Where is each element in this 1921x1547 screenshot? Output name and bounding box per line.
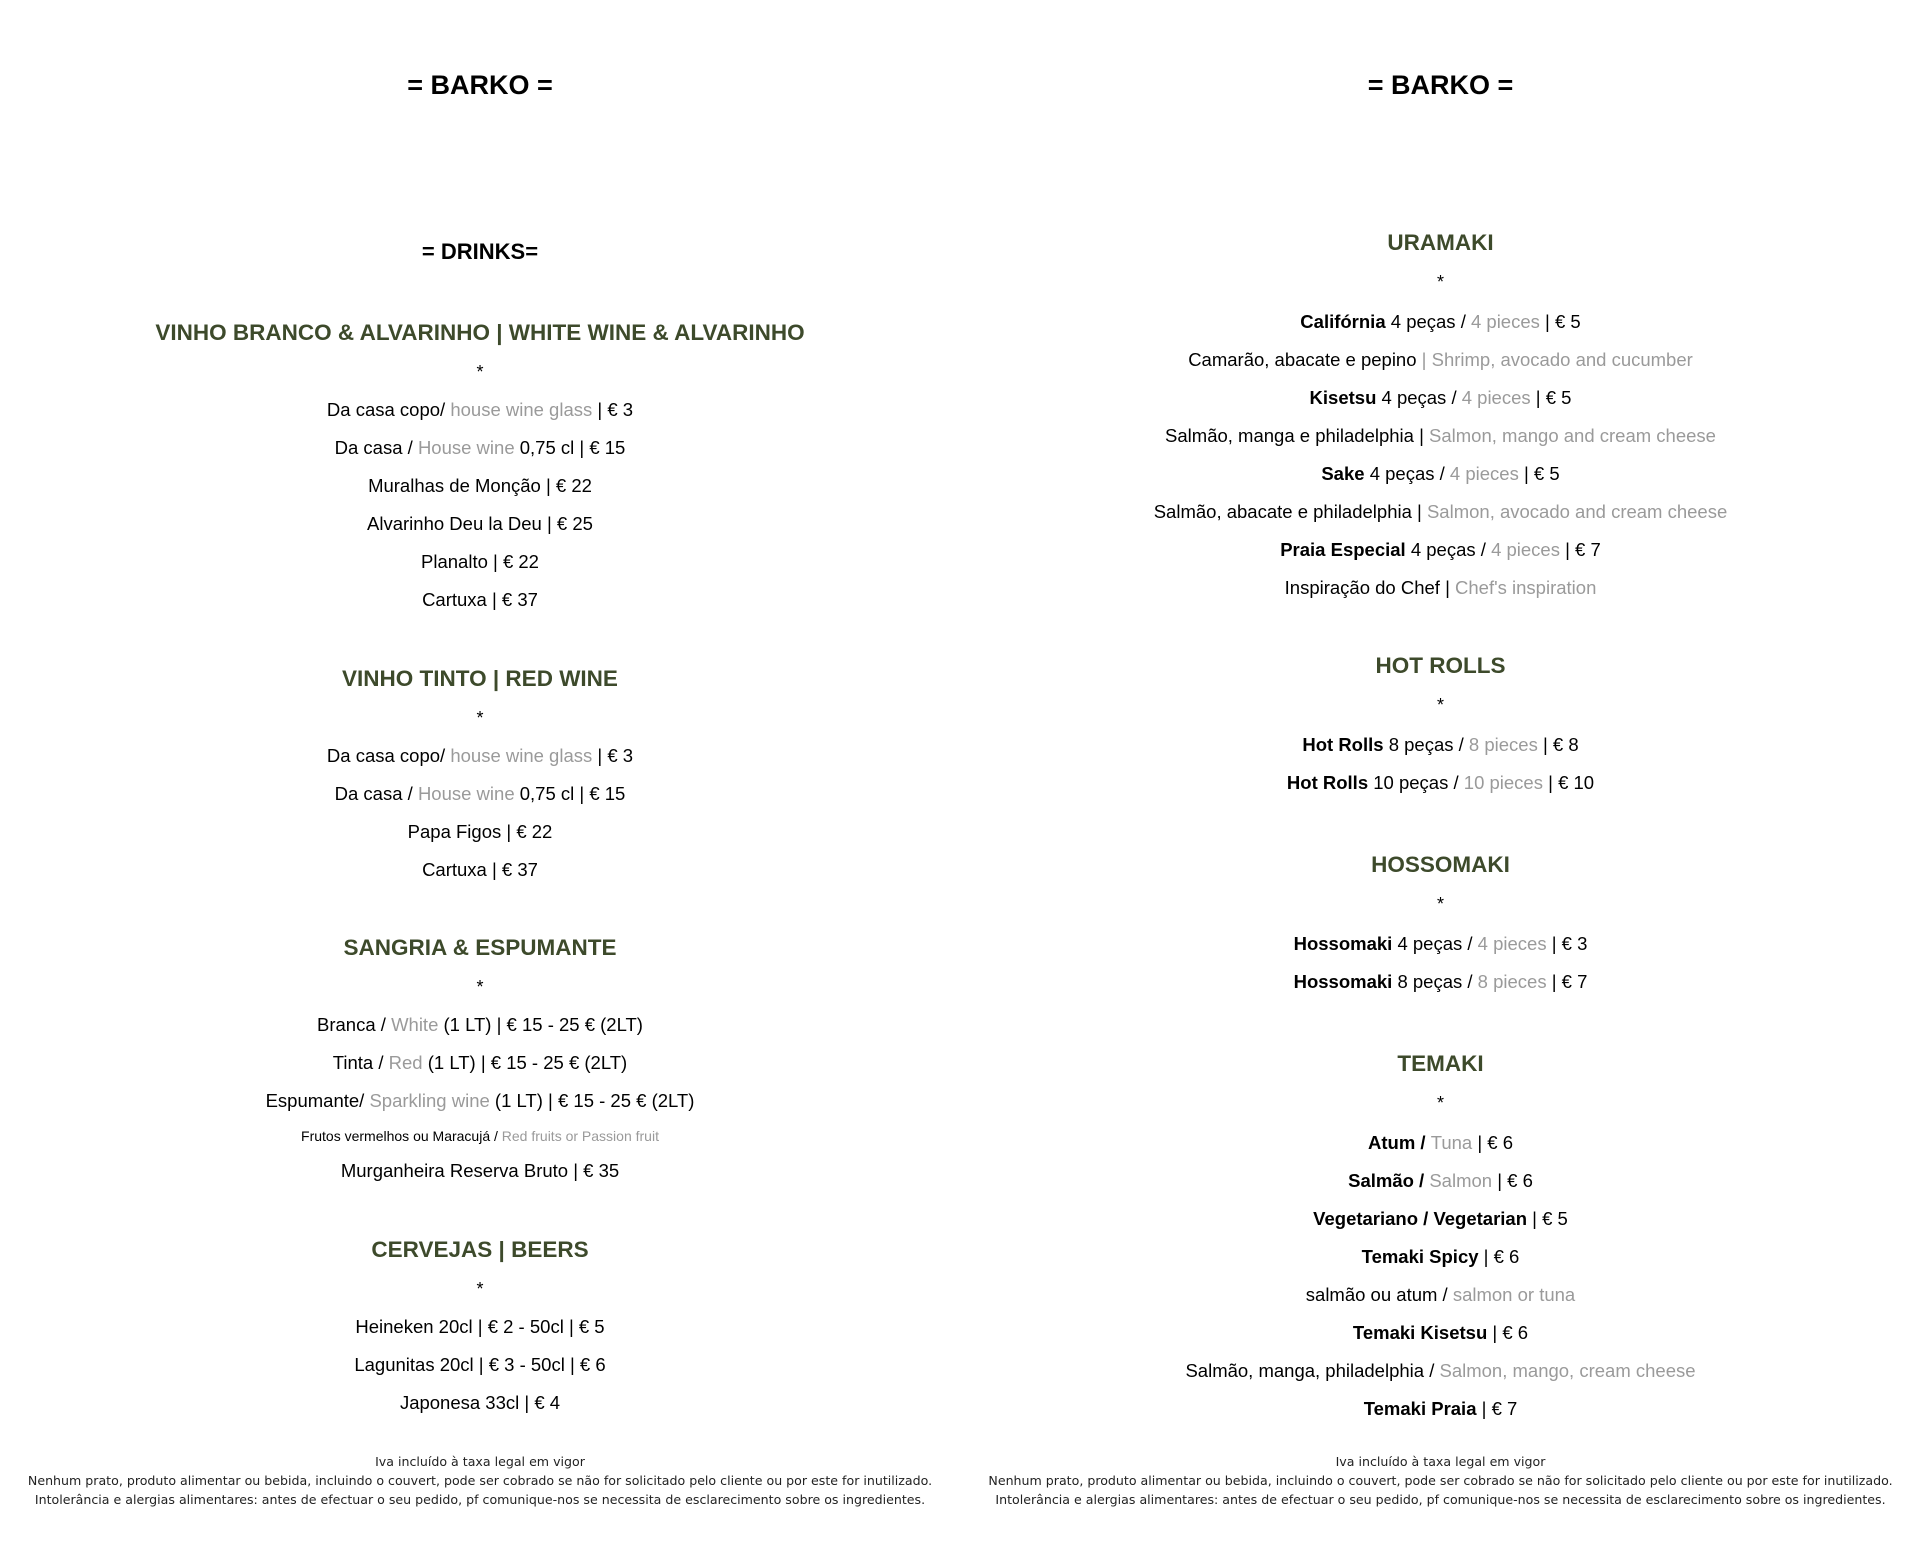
menu-item-description: salmão ou atum / salmon or tuna bbox=[1305, 1284, 1576, 1305]
menu-item: Alvarinho Deu la Deu | € 25 bbox=[367, 513, 593, 534]
menu-item: Da casa copo/ house wine glass | € 3 bbox=[326, 399, 634, 420]
footer-line: Iva incluído à taxa legal em vigor bbox=[375, 1454, 585, 1469]
menu-item: Kisetsu 4 peças / 4 pieces | € 5 bbox=[1309, 387, 1572, 408]
section-title-red-wine: VINHO TINTO | RED WINE bbox=[342, 666, 618, 691]
menu-item: Muralhas de Monção | € 22 bbox=[368, 475, 592, 496]
menu-item: Heineken 20cl | € 2 - 50cl | € 5 bbox=[355, 1316, 605, 1337]
menu-item: Atum / Tuna | € 6 bbox=[1368, 1132, 1513, 1153]
menu-item-description: Inspiração do Chef | Chef's inspiration bbox=[1284, 577, 1597, 598]
section-divider-star: * bbox=[1436, 894, 1444, 914]
menu-item: Lagunitas 20cl | € 3 - 50cl | € 6 bbox=[354, 1354, 606, 1375]
menu-item: Papa Figos | € 22 bbox=[407, 821, 553, 842]
brand-title: = BARKO = bbox=[1367, 70, 1514, 100]
menu-item-description: Salmão, manga e philadelphia | Salmon, mango and cream cheese bbox=[1165, 425, 1716, 446]
section-divider-star: * bbox=[476, 977, 484, 997]
menu-item: Planalto | € 22 bbox=[421, 551, 539, 572]
menu-item-description: Camarão, abacate e pepino | Shrimp, avocado and cucumber bbox=[1188, 349, 1693, 370]
menu-item: Temaki Spicy | € 6 bbox=[1361, 1246, 1520, 1267]
section-title-hossomaki: HOSSOMAKI bbox=[1371, 852, 1510, 877]
menu-item-note: Frutos vermelhos ou Maracujá / Red fruits or Passion fruit bbox=[301, 1128, 659, 1144]
menu-item: Vegetariano / Vegetarian | € 5 bbox=[1313, 1208, 1568, 1229]
section-title-sangria: SANGRIA & ESPUMANTE bbox=[343, 935, 617, 960]
menu-item-description: Salmão, abacate e philadelphia | Salmon, avocado and cream cheese bbox=[1153, 501, 1728, 522]
section-divider-star: * bbox=[1436, 272, 1444, 292]
menu-item: Hot Rolls 8 peças / 8 pieces | € 8 bbox=[1302, 734, 1579, 755]
right-menu-page bbox=[960, 0, 1921, 1547]
drinks-heading: = DRINKS= bbox=[421, 239, 539, 264]
section-title-beers: CERVEJAS | BEERS bbox=[371, 1237, 589, 1262]
section-divider-star: * bbox=[1436, 1093, 1444, 1113]
menu-item: Praia Especial 4 peças / 4 pieces | € 7 bbox=[1280, 539, 1601, 560]
menu-item: Branca / White (1 LT) | € 15 - 25 € (2LT) bbox=[317, 1014, 643, 1035]
section-divider-star: * bbox=[1436, 695, 1444, 715]
footer-line: Intolerância e alergias alimentares: antes de efectuar o seu pedido, pf comunique-nos se necessita de esclarecimento sobre os ingredientes. bbox=[995, 1492, 1886, 1507]
left-menu-page bbox=[0, 0, 960, 1547]
menu-item: Hossomaki 4 peças / 4 pieces | € 3 bbox=[1293, 933, 1588, 954]
section-divider-star: * bbox=[476, 362, 484, 382]
section-title-temaki: TEMAKI bbox=[1397, 1051, 1484, 1076]
footer-line: Nenhum prato, produto alimentar ou bebida, incluindo o couvert, pode ser cobrado se não for solicitado pelo cliente ou por este for inutilizado. bbox=[988, 1473, 1893, 1488]
menu-item: Cartuxa | € 37 bbox=[422, 589, 538, 610]
section-title-white-wine: VINHO BRANCO & ALVARINHO | WHITE WINE & ALVARINHO bbox=[155, 320, 805, 345]
menu-item: Sake 4 peças / 4 pieces | € 5 bbox=[1321, 463, 1560, 484]
menu-item: Cartuxa | € 37 bbox=[422, 859, 538, 880]
menu-item: Hot Rolls 10 peças / 10 pieces | € 10 bbox=[1286, 772, 1595, 793]
menu-item: Salmão / Salmon | € 6 bbox=[1348, 1170, 1533, 1191]
footer-line: Intolerância e alergias alimentares: antes de efectuar o seu pedido, pf comunique-nos se necessita de esclarecimento sobre os ingredientes. bbox=[34, 1492, 926, 1507]
menu-item: Da casa / House wine 0,75 cl | € 15 bbox=[334, 437, 626, 458]
section-divider-star: * bbox=[476, 1279, 484, 1299]
footer-line: Nenhum prato, produto alimentar ou bebida, incluindo o couvert, pode ser cobrado se não for solicitado pelo cliente ou por este for inutilizado. bbox=[27, 1473, 933, 1488]
footer-note bbox=[0, 1452, 960, 1509]
footer-line: Iva incluído à taxa legal em vigor bbox=[1335, 1454, 1546, 1469]
section-divider-star: * bbox=[476, 708, 484, 728]
menu-item: Temaki Kisetsu | € 6 bbox=[1352, 1322, 1529, 1343]
menu-item: Da casa copo/ house wine glass | € 3 bbox=[326, 745, 634, 766]
section-title-uramaki: URAMAKI bbox=[1387, 230, 1494, 255]
section-title-hot-rolls: HOT ROLLS bbox=[1375, 653, 1506, 678]
menu-item-description: Salmão, manga, philadelphia / Salmon, mango, cream cheese bbox=[1185, 1360, 1696, 1381]
menu-item: Temaki Praia | € 7 bbox=[1363, 1398, 1518, 1419]
menu-item: Califórnia 4 peças / 4 pieces | € 5 bbox=[1300, 311, 1581, 332]
menu-item: Tinta / Red (1 LT) | € 15 - 25 € (2LT) bbox=[332, 1052, 628, 1073]
brand-title: = BARKO = bbox=[407, 70, 553, 100]
footer-note bbox=[960, 1452, 1921, 1509]
menu-item: Japonesa 33cl | € 4 bbox=[399, 1392, 561, 1413]
menu-item: Da casa / House wine 0,75 cl | € 15 bbox=[334, 783, 626, 804]
menu-item: Espumante/ Sparkling wine (1 LT) | € 15 - 25 € (2LT) bbox=[265, 1090, 695, 1111]
menu-item: Hossomaki 8 peças / 8 pieces | € 7 bbox=[1293, 971, 1588, 992]
menu-item: Murganheira Reserva Bruto | € 35 bbox=[340, 1160, 620, 1181]
